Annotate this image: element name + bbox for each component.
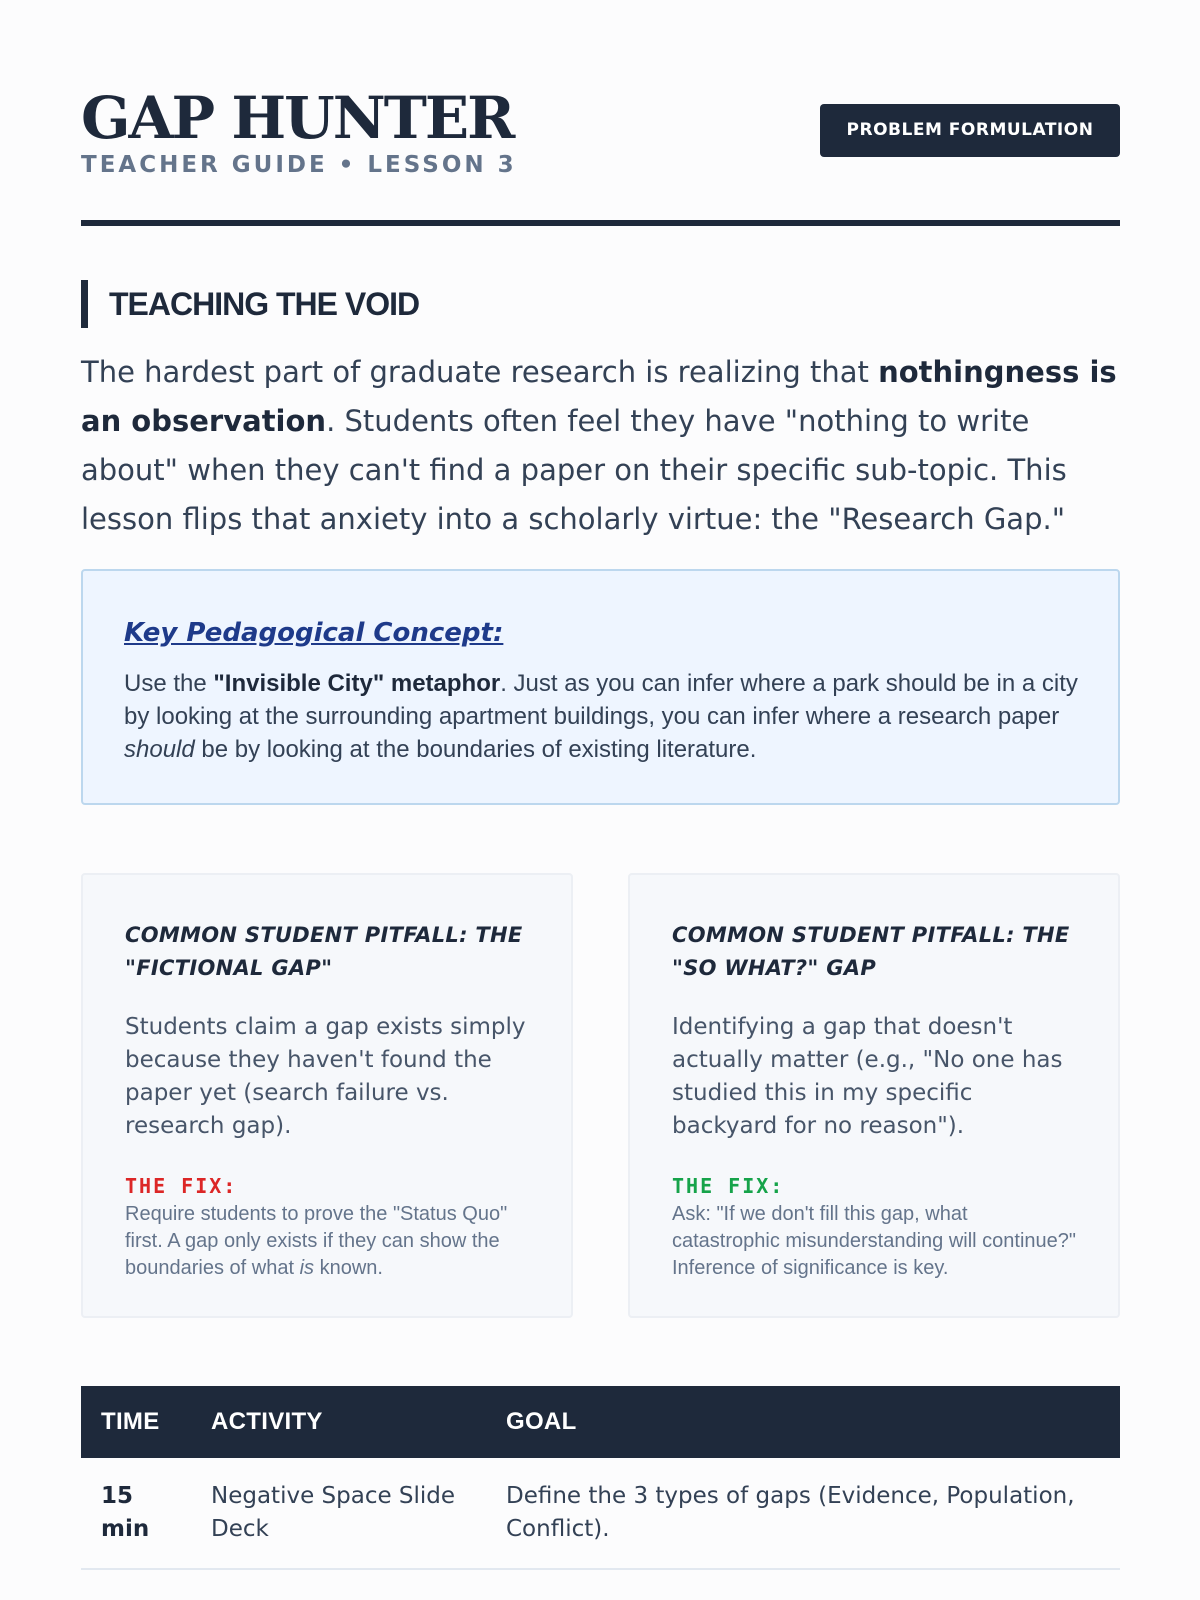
concept-body — [124, 667, 1078, 766]
header-divider — [81, 220, 1120, 226]
lesson-subtitle: TEACHER GUIDE • LESSON 3 — [81, 152, 517, 178]
brand-title: GAP HUNTER — [81, 84, 514, 152]
fix-text-em: is — [299, 1257, 315, 1279]
concept-title: Key Pedagogical Concept: — [124, 618, 504, 648]
cell-goal: Define the 3 types of gaps (Evidence, Population, Conflict). — [486, 1458, 1120, 1569]
concept-body-em: should — [124, 736, 195, 763]
pitfall-body: Students claim a gap exists simply because they haven't found the paper yet (search failure vs. research gap). — [125, 1014, 526, 1139]
fix-label: THE FIX: — [672, 1174, 785, 1198]
cell-time: 15 min — [81, 1458, 191, 1569]
intro-text-post: . Students often feel they have "nothing to write about" when they can't find a paper on their specific sub-topic. This lesson flips that anxiety into a scholarly virtue: the "Research Gap." — [81, 404, 1067, 536]
pitfall-card-so-what-gap — [628, 873, 1120, 1318]
header — [81, 0, 1120, 228]
cell-activity: Negative Space Slide Deck — [191, 1458, 486, 1569]
fix-label: THE FIX: — [125, 1174, 238, 1198]
intro-paragraph — [81, 348, 1120, 544]
column-header-activity: ACTIVITY — [191, 1386, 486, 1458]
concept-body-mid: . Just as you can infer where a park should be in a city by looking at the surrounding apartment buildings, you can infer where a research paper — [124, 670, 1078, 730]
column-header-goal: GOAL — [486, 1386, 1120, 1458]
pitfall-title: COMMON STUDENT PITFALL: THE "SO WHAT?" GAP — [672, 923, 1070, 980]
fix-text — [125, 1201, 531, 1282]
table-row — [81, 1458, 1120, 1569]
pitfall-card-fictional-gap — [81, 873, 573, 1318]
pitfall-body: Identifying a gap that doesn't actually matter (e.g., "No one has studied this in my specific backyard for no reason"). — [672, 1014, 1063, 1139]
fix-text: Ask: "If we don't fill this gap, what catastrophic misunderstanding will continue?" Inference of significance is key. — [672, 1203, 1076, 1279]
column-header-time: TIME — [81, 1386, 191, 1458]
lesson-schedule-table — [81, 1386, 1120, 1570]
concept-body-pre: Use the — [124, 670, 214, 697]
fix-text-pre: Require students to prove the "Status Quo" first. A gap only exists if they can show the boundaries of what — [125, 1203, 508, 1279]
table-header-row — [81, 1386, 1120, 1458]
section-heading: TEACHING THE VOID — [81, 280, 419, 328]
concept-body-post: be by looking at the boundaries of existing literature. — [194, 736, 757, 763]
concept-callout — [81, 569, 1120, 805]
fix-text-post: known. — [314, 1257, 383, 1279]
pitfall-title: COMMON STUDENT PITFALL: THE "FICTIONAL GAP" — [125, 923, 523, 980]
problem-formulation-tag[interactable]: PROBLEM FORMULATION — [820, 104, 1120, 157]
intro-text-bold: nothingness is an observation — [81, 355, 1117, 438]
intro-text-pre: The hardest part of graduate research is realizing that — [81, 355, 879, 389]
page — [81, 0, 1120, 1542]
concept-body-bold: "Invisible City" metaphor — [213, 670, 501, 697]
